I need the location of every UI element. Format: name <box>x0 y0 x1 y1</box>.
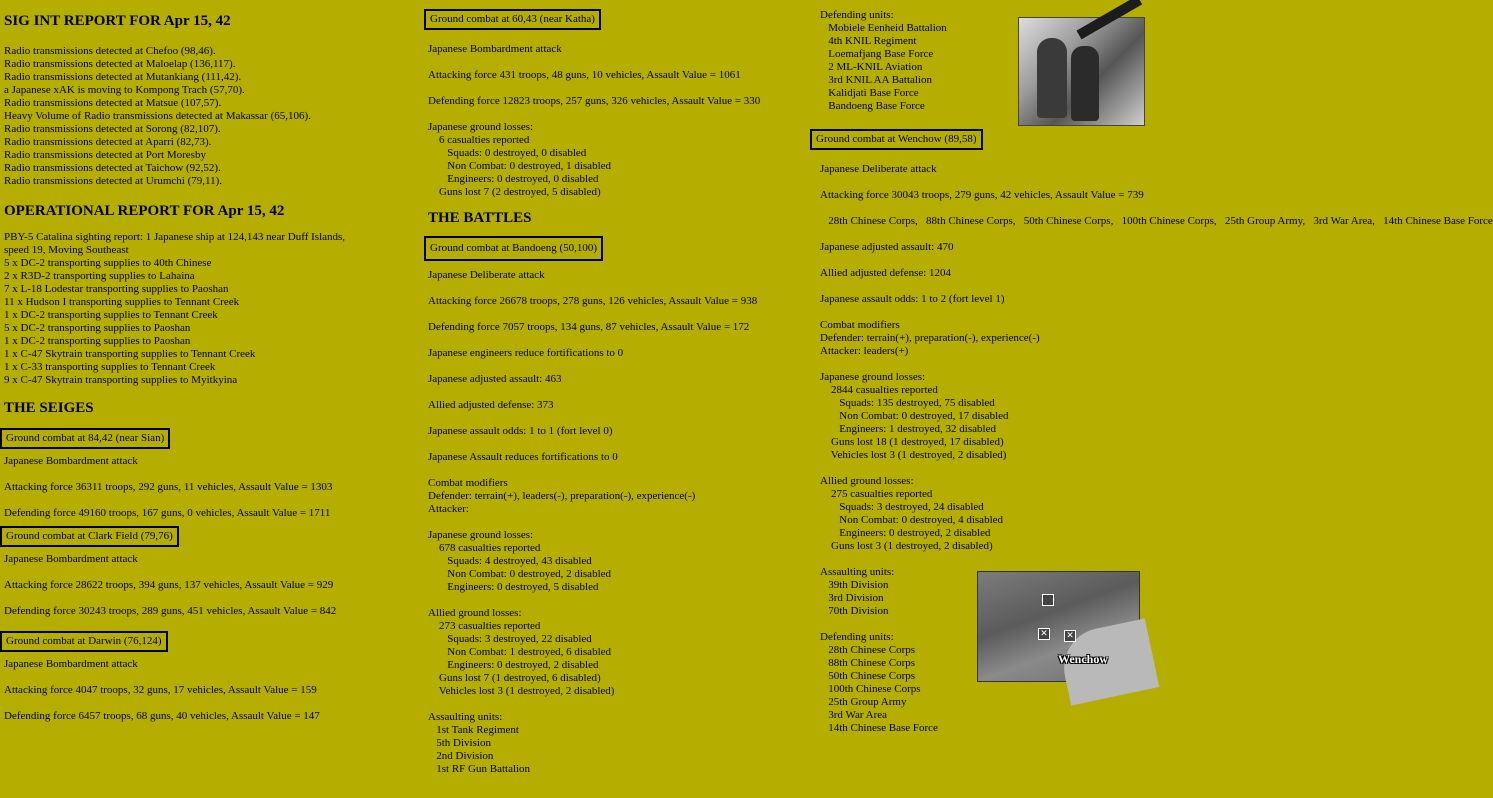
operational-list <box>4 231 414 387</box>
list-item: Radio transmissions detected at Aparri (82,73). <box>4 136 212 148</box>
list-item: 9 x C-47 Skytrain transporting supplies to Myitkyina <box>4 374 238 386</box>
losses-title: Allied ground losses: <box>820 475 914 487</box>
seiges-title: THE SEIGES <box>4 400 94 416</box>
list-item: Heavy Volume of Radio transmissions detected at Makassar (65,106). <box>4 110 311 122</box>
list-item: Guns lost 7 (1 destroyed, 6 disabled) <box>428 672 601 684</box>
assault-odds: Japanese assault odds: 1 to 2 (fort level 1) <box>820 293 1005 305</box>
combat-sian <box>4 428 414 520</box>
attack-type: Japanese Deliberate attack <box>428 269 545 281</box>
list-item: 2 ML-KNIL Aviation <box>820 61 923 73</box>
wenchow-map <box>977 571 1140 682</box>
list-item: Radio transmissions detected at Maloelap (136,117). <box>4 58 236 70</box>
units-title: Assaulting units: <box>428 711 503 723</box>
adjusted-defense: Allied adjusted defense: 1204 <box>820 267 952 279</box>
attacking-force: Attacking force 431 troops, 48 guns, 10 vehicles, Assault Value = 1061 <box>428 69 741 81</box>
losses-title: Allied ground losses: <box>428 607 522 619</box>
losses-title: Japanese ground losses: <box>428 121 534 133</box>
list-item: Engineers: 0 destroyed, 0 disabled <box>428 173 599 185</box>
list-item: Squads: 3 destroyed, 22 disabled <box>428 633 592 645</box>
list-item: Non Combat: 0 destroyed, 1 disabled <box>428 160 612 172</box>
unit-icon: ✕ <box>1064 630 1076 642</box>
defending-force: Defending force 6457 troops, 68 guns, 40 vehicles, Assault Value = 147 <box>4 710 320 722</box>
attacking-force: Attacking force 28622 troops, 394 guns, 137 vehicles, Assault Value = 929 <box>4 579 334 591</box>
list-item: 3rd War Area <box>820 709 888 721</box>
soldiers-photo <box>1018 17 1145 126</box>
combat-header: Ground combat at Bandoeng (50,100) <box>424 236 603 261</box>
list-item: Radio transmissions detected at Port Moresby <box>4 149 206 161</box>
list-item: 3rd Division <box>820 592 884 604</box>
list-item: 4th KNIL Regiment <box>820 35 917 47</box>
adjusted-assault: Japanese adjusted assault: 463 <box>428 373 562 385</box>
combat-header: Ground combat at Clark Field (79,76) <box>0 526 179 547</box>
combat-modifiers: Combat modifiers <box>820 319 900 331</box>
list-item: Engineers: 0 destroyed, 2 disabled <box>428 659 599 671</box>
list-item: 5th Division <box>428 737 491 749</box>
list-item: 5 x DC-2 transporting supplies to 40th Chinese <box>4 257 212 269</box>
list-item: Radio transmissions detected at Matsue (107,57). <box>4 97 222 109</box>
list-item: Attacker: <box>428 503 469 515</box>
operational-title: OPERATIONAL REPORT FOR Apr 15, 42 <box>4 203 285 219</box>
list-item: 1 x DC-2 transporting supplies to Tennant Creek <box>4 309 218 321</box>
list-item: Non Combat: 0 destroyed, 4 disabled <box>820 514 1004 526</box>
combat-clark-field <box>4 526 414 618</box>
list-item: speed 19, Moving Southeast <box>4 244 129 256</box>
column-left <box>4 0 414 723</box>
list-item: 14th Chinese Base Force <box>820 722 938 734</box>
attack-type: Japanese Bombardment attack <box>428 43 562 55</box>
attacking-force: Attacking force 36311 troops, 292 guns, 11 vehicles, Assault Value = 1303 <box>4 481 333 493</box>
fortification-reduce: Japanese Assault reduces fortifications to 0 <box>428 451 618 463</box>
combat-katha <box>428 9 813 199</box>
sigint-list <box>4 45 414 188</box>
list-item: Kalidjati Base Force <box>820 87 919 99</box>
losses-title: Japanese ground losses: <box>428 529 534 541</box>
list-item: Bandoeng Base Force <box>820 100 925 112</box>
list-item: Defender: terrain(+), leaders(-), preparation(-), experience(-) <box>428 490 696 502</box>
list-item: 7 x L-18 Lodestar transporting supplies to Paoshan <box>4 283 229 295</box>
list-item: 3rd KNIL AA Battalion <box>820 74 933 86</box>
list-item: Radio transmissions detected at Sorong (82,107). <box>4 123 221 135</box>
list-item: Squads: 135 destroyed, 75 disabled <box>820 397 995 409</box>
list-item: a Japanese xAK is moving to Kompong Trach (57,70). <box>4 84 245 96</box>
list-item: Vehicles lost 3 (1 destroyed, 2 disabled) <box>428 685 615 697</box>
list-item: 275 casualties reported <box>820 488 933 500</box>
list-item: 2 x R3D-2 transporting supplies to Lahaina <box>4 270 195 282</box>
list-item: 1st RF Gun Battalion <box>428 763 531 775</box>
list-item: Squads: 4 destroyed, 43 disabled <box>428 555 592 567</box>
list-item: Radio transmissions detected at Urumchi (79,11). <box>4 175 223 187</box>
list-item: Non Combat: 0 destroyed, 17 disabled <box>820 410 1009 422</box>
list-item: Engineers: 0 destroyed, 5 disabled <box>428 581 599 593</box>
list-item: Loemafjang Base Force <box>820 48 934 60</box>
combat-darwin <box>4 631 414 723</box>
assault-odds: Japanese assault odds: 1 to 1 (fort level 0) <box>428 425 613 437</box>
soldier-figure <box>1037 38 1067 118</box>
losses-title: Japanese ground losses: <box>820 371 926 383</box>
list-item: 2nd Division <box>428 750 494 762</box>
list-item: 6 casualties reported <box>428 134 530 146</box>
units-title: Defending units: <box>820 9 894 21</box>
list-item: Squads: 0 destroyed, 0 disabled <box>428 147 587 159</box>
list-item: 1st Tank Regiment <box>428 724 519 736</box>
list-item: Radio transmissions detected at Chefoo (98,46). <box>4 45 216 57</box>
list-item: Radio transmissions detected at Taichow (92,52). <box>4 162 221 174</box>
list-item: 2844 casualties reported <box>820 384 938 396</box>
list-item: Engineers: 0 destroyed, 2 disabled <box>820 527 991 539</box>
list-item: Defender: terrain(+), preparation(-), experience(-) <box>820 332 1040 344</box>
list-item: 25th Group Army <box>820 696 907 708</box>
list-item: 1 x C-47 Skytrain transporting supplies to Tennant Creek <box>4 348 256 360</box>
list-item: 273 casualties reported <box>428 620 541 632</box>
list-item: 100th Chinese Corps <box>820 683 921 695</box>
combat-icon: ✕ <box>1038 628 1050 640</box>
list-item: Attacker: leaders(+) <box>820 345 909 357</box>
attack-type: Japanese Bombardment attack <box>4 658 138 670</box>
list-item: 88th Chinese Corps <box>820 657 916 669</box>
list-item: Mobiele Eenheid Battalion <box>820 22 947 34</box>
list-item: Non Combat: 1 destroyed, 6 disabled <box>428 646 612 658</box>
defending-force: Defending force 7057 troops, 134 guns, 87 vehicles, Assault Value = 172 <box>428 321 750 333</box>
adjusted-defense: Allied adjusted defense: 373 <box>428 399 554 411</box>
list-item: 5 x DC-2 transporting supplies to Paoshan <box>4 322 191 334</box>
soldier-figure <box>1071 46 1099 121</box>
list-item: Non Combat: 0 destroyed, 2 disabled <box>428 568 612 580</box>
list-item: Guns lost 18 (1 destroyed, 17 disabled) <box>820 436 1004 448</box>
column-middle <box>428 0 813 776</box>
unit-icon <box>1042 594 1054 606</box>
defending-force: Defending force 30243 troops, 289 guns, 451 vehicles, Assault Value = 842 <box>4 605 337 617</box>
list-item: 11 x Hudson I transporting supplies to Tennant Creek <box>4 296 240 308</box>
list-item: Guns lost 7 (2 destroyed, 5 disabled) <box>428 186 601 198</box>
defending-force: Defending force 12823 troops, 257 guns, 326 vehicles, Assault Value = 330 <box>428 95 761 107</box>
list-item: 1 x DC-2 transporting supplies to Paoshan <box>4 335 191 347</box>
attacking-force: Attacking force 30043 troops, 279 guns, 42 vehicles, Assault Value = 739 <box>820 189 1144 201</box>
attacking-force: Attacking force 4047 troops, 32 guns, 17 vehicles, Assault Value = 159 <box>4 684 317 696</box>
combat-modifiers: Combat modifiers <box>428 477 508 489</box>
combat-header: Ground combat at 84,42 (near Sian) <box>0 428 170 449</box>
list-item: 28th Chinese Corps <box>820 644 916 656</box>
list-item: Squads: 3 destroyed, 24 disabled <box>820 501 984 513</box>
attack-type: Japanese Bombardment attack <box>4 553 138 565</box>
combat-header: Ground combat at Darwin (76,124) <box>0 631 168 652</box>
defending-force: Defending force 49160 troops, 167 guns, 0 vehicles, Assault Value = 1711 <box>4 507 331 519</box>
combat-header: Ground combat at Wenchow (89,58) <box>810 129 983 150</box>
list-item: 50th Chinese Corps <box>820 670 916 682</box>
attack-type: Japanese Deliberate attack <box>820 163 937 175</box>
attack-type: Japanese Bombardment attack <box>4 455 138 467</box>
sigint-title: SIG INT REPORT FOR Apr 15, 42 <box>4 13 231 29</box>
battles-title: THE BATTLES <box>428 210 532 226</box>
list-item: Engineers: 1 destroyed, 32 disabled <box>820 423 996 435</box>
defending-force: 28th Chinese Corps, 88th Chinese Corps, 50th Chinese Corps, 100th Chinese Corps, 25th Group Army, 3rd War Area, 14th Chinese Base Force <box>820 215 1493 227</box>
attacking-force: Attacking force 26678 troops, 278 guns, 126 vehicles, Assault Value = 938 <box>428 295 758 307</box>
list-item: PBY-5 Catalina sighting report: 1 Japanese ship at 124,143 near Duff Islands, <box>4 231 346 243</box>
units-title: Defending units: <box>820 631 894 643</box>
list-item: 39th Division <box>820 579 889 591</box>
adjusted-assault: Japanese adjusted assault: 470 <box>820 241 954 253</box>
list-item: 1 x C-33 transporting supplies to Tennant Creek <box>4 361 216 373</box>
list-item: 70th Division <box>820 605 889 617</box>
list-item: Radio transmissions detected at Mutankiang (111,42). <box>4 71 242 83</box>
list-item: 678 casualties reported <box>428 542 541 554</box>
units-title: Assaulting units: <box>820 566 895 578</box>
map-label: Wenchow <box>1058 652 1109 666</box>
engineers-line: Japanese engineers reduce fortifications to 0 <box>428 347 624 359</box>
list-item: Vehicles lost 3 (1 destroyed, 2 disabled) <box>820 449 1007 461</box>
combat-bandoeng <box>428 236 813 776</box>
list-item: Guns lost 3 (1 destroyed, 2 disabled) <box>820 540 993 552</box>
combat-header: Ground combat at 60,43 (near Katha) <box>424 9 601 30</box>
